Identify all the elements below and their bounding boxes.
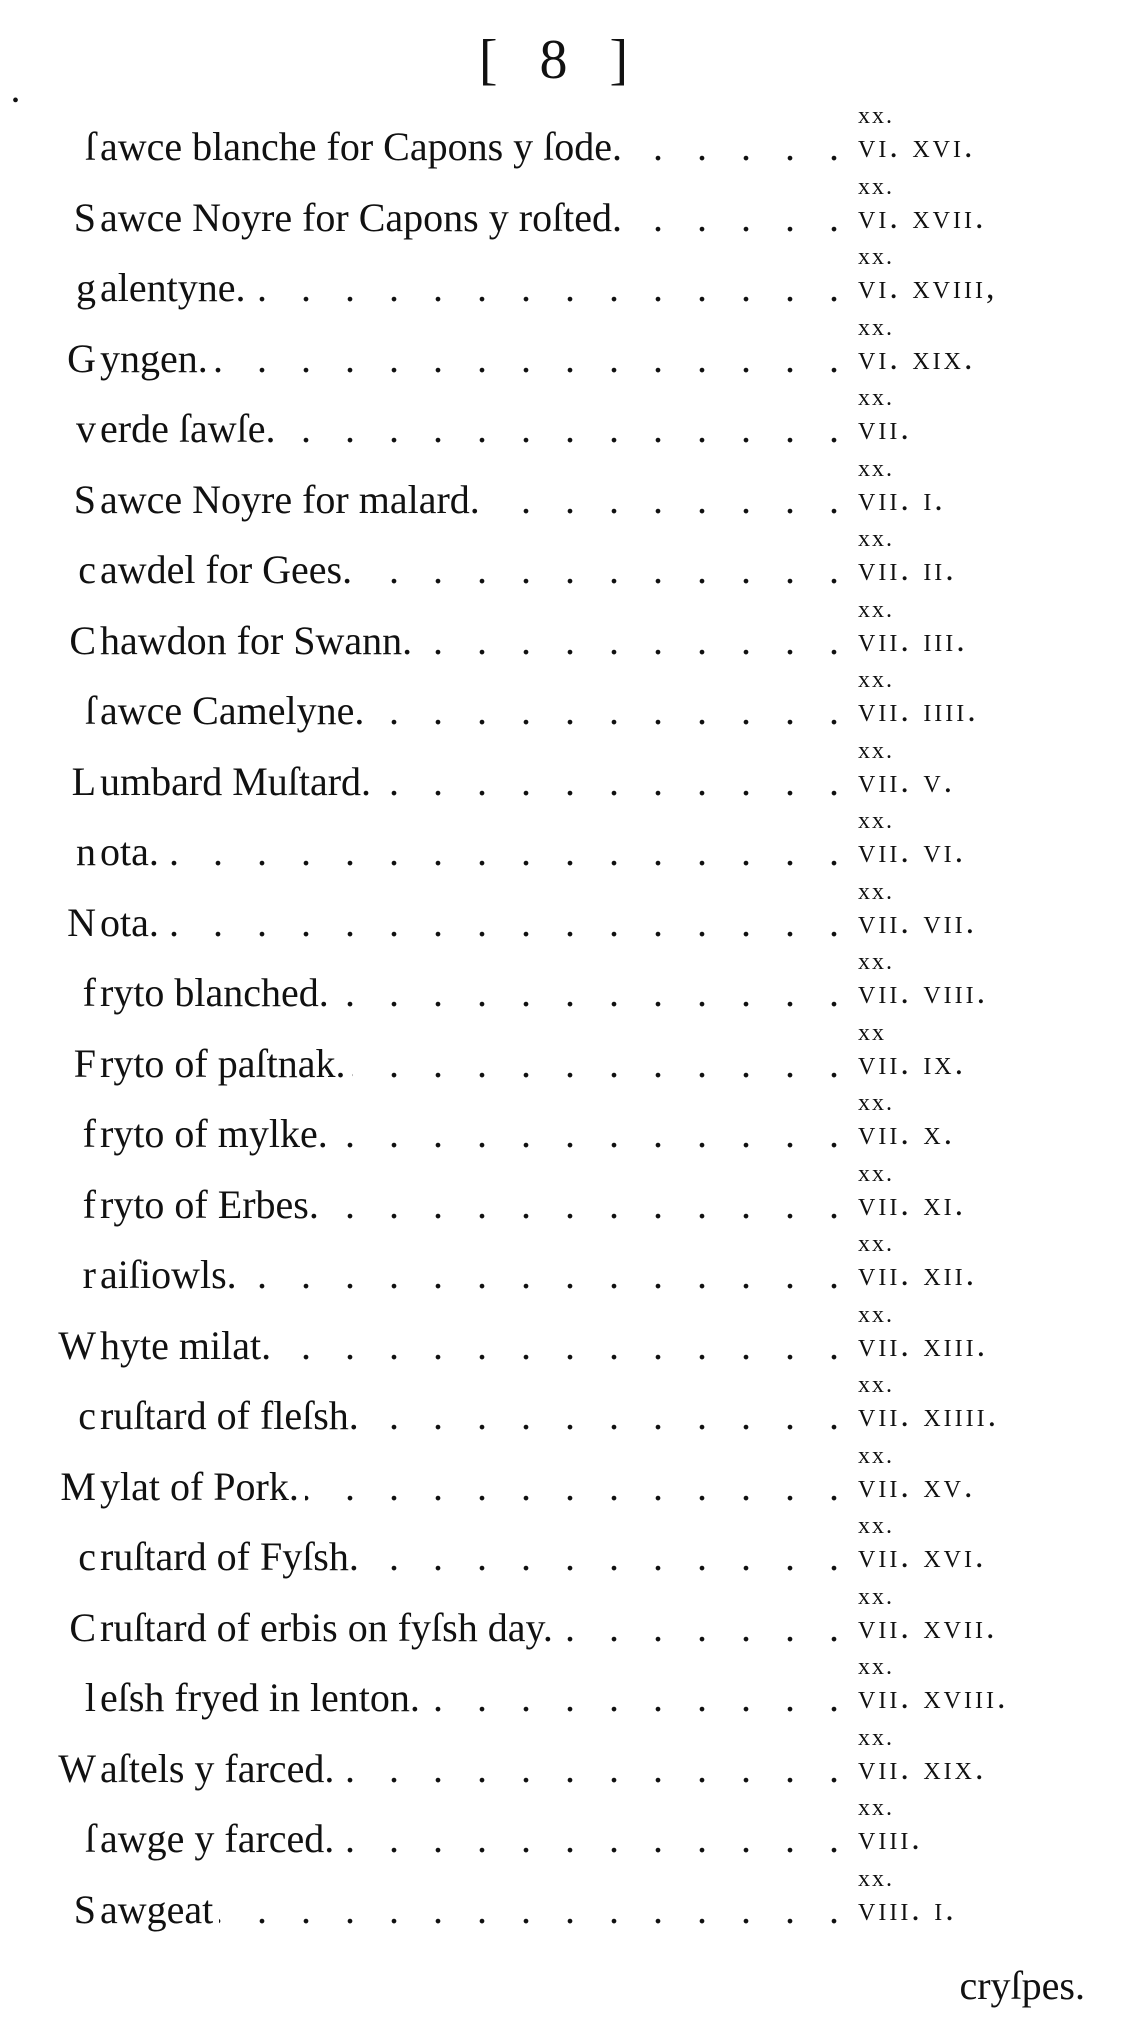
entry-folio-superscript: xx. (858, 1865, 894, 1892)
entry-initial: L (71, 758, 96, 804)
catchword: cryſpes. (959, 1963, 1085, 2008)
entry-title-text: awce Camelyne. (100, 688, 370, 733)
entry-folio-superscript: xx. (858, 596, 894, 623)
entry-folio-superscript: xx. (858, 314, 894, 341)
entry-folio-superscript: xx. (858, 1372, 894, 1398)
list-item (0, 1361, 1121, 1438)
entry-title-text: erde ſawſe. (100, 406, 281, 451)
entry-title-text: ylat of Pork. (100, 1464, 305, 1509)
list-item (0, 1502, 1121, 1579)
entry-initial: ſ (84, 124, 96, 169)
entry-folio: viii. (858, 1820, 923, 1857)
list-item (0, 445, 1121, 522)
entry-title-text: awdel for Gees. (100, 547, 358, 592)
entry-folio: vii. xiii. (858, 1326, 989, 1364)
entry-folio: vii. ii. (858, 551, 957, 588)
entry-folio-superscript: xx. (858, 244, 894, 270)
list-item (0, 1291, 1121, 1368)
page-number: [ 8 ] (478, 29, 643, 91)
entry-folio: vii. vi. (858, 833, 967, 870)
entry-folio-superscript: xx. (858, 385, 894, 411)
table-of-contents (0, 92, 1121, 1932)
entry-folio: vi. xix. (858, 339, 976, 377)
entry-initial: c (78, 1393, 96, 1438)
entry-initial: f (82, 1181, 96, 1227)
entry-title-text: ruſtard of fleſsh. (100, 1393, 365, 1438)
entry-title-text: aſtels y farced. (100, 1746, 340, 1791)
entry-title (100, 1887, 851, 1933)
entry-folio: viii. i. (858, 1890, 957, 1928)
entry-folio-superscript: xx. (858, 1160, 894, 1187)
entry-folio: vii. xvii. (858, 1608, 998, 1646)
ink-speck: • (12, 90, 20, 112)
entry-folio: vii. iiii. (858, 692, 979, 729)
entry-initial: N (67, 899, 96, 945)
list-item (0, 727, 1121, 804)
list-item (0, 233, 1121, 310)
entry-title-text: ryto of mylke. (100, 1111, 334, 1156)
entry-initial: F (73, 1040, 96, 1086)
entry-title-text: yngen. (100, 336, 214, 381)
list-item (0, 1009, 1121, 1086)
entry-folio-superscript: xx. (858, 1795, 894, 1821)
entry-initial: f (82, 1111, 96, 1156)
list-item (0, 92, 1121, 169)
entry-title-text: ruſtard of erbis on fyſsh day. (100, 1605, 559, 1650)
entry-initial: S (73, 194, 96, 240)
entry-initial: c (78, 547, 96, 592)
entry-initial: v (76, 406, 96, 451)
entry-folio-superscript: xx (858, 1019, 886, 1046)
entry-initial: ſ (84, 688, 96, 733)
entry-folio: vii. xix. (858, 1749, 987, 1787)
entry-folio-superscript: xx. (858, 1301, 894, 1328)
list-item (0, 797, 1121, 874)
entry-folio: vi. xvi. (858, 128, 976, 165)
entry-title-text: awce blanche for Capons y ſode. (100, 124, 628, 169)
entry-folio-superscript: xx. (858, 1442, 894, 1469)
entry-folio-superscript: xx. (858, 173, 894, 200)
entry-folio-superscript: xx. (858, 878, 894, 905)
entry-folio-superscript: xx. (858, 949, 894, 975)
entry-folio: vii. viii. (858, 974, 989, 1011)
entry-folio-superscript: xx. (858, 667, 894, 693)
list-item (0, 586, 1121, 663)
list-item (0, 1643, 1121, 1720)
entry-title-text: awce Noyre for malard. (100, 477, 486, 522)
entry-folio-superscript: xx. (858, 1654, 894, 1680)
entry-initial: M (60, 1463, 96, 1509)
entry-initial: C (69, 617, 96, 663)
entry-folio-superscript: xx. (858, 103, 894, 129)
entry-folio: vii. xii. (858, 1256, 978, 1293)
entry-folio-superscript: xx. (858, 1724, 894, 1751)
list-item (0, 1220, 1121, 1297)
list-item (0, 1432, 1121, 1509)
entry-initial: l (84, 1675, 96, 1720)
entry-folio-superscript: xx. (858, 1090, 894, 1116)
list-item (0, 1079, 1121, 1156)
entry-initial: g (76, 265, 96, 310)
entry-folio: vii. xi. (858, 1185, 967, 1223)
entry-folio-superscript: xx. (858, 455, 894, 482)
entry-title-text: ota. (100, 900, 165, 945)
entry-folio-superscript: xx. (858, 1583, 894, 1610)
entry-folio-superscript: xx. (858, 1513, 894, 1539)
entry-initial: ſ (84, 1816, 96, 1861)
entry-title-text: aiſiowls. (100, 1252, 243, 1297)
entry-title-text: ota. (100, 829, 165, 874)
entry-title-text: umbard Muſtard. (100, 759, 377, 804)
entry-folio: vii. (858, 410, 912, 447)
entry-title-text: hawdon for Swann. (100, 618, 418, 663)
entry-title-text: awge y farced. (100, 1816, 340, 1861)
list-item (0, 163, 1121, 240)
entry-title-text: awce Noyre for Capons y roſted. (100, 195, 628, 240)
entry-title-text: eſsh fryed in lenton. (100, 1675, 426, 1720)
entry-title-text: alentyne. (100, 265, 252, 310)
list-item (0, 374, 1121, 451)
list-item (0, 1855, 1121, 1932)
entry-folio: vii. xvi. (858, 1538, 987, 1575)
entry-initial: G (67, 335, 96, 381)
entry-title-text: ryto of paſtnak. (100, 1041, 352, 1086)
entry-folio: vi. xviii, (858, 269, 998, 306)
list-item (0, 515, 1121, 592)
list-item (0, 1714, 1121, 1791)
entry-folio-superscript: xx. (858, 737, 894, 764)
entry-initial: f (82, 970, 96, 1015)
list-item (0, 656, 1121, 733)
list-item (0, 868, 1121, 945)
entry-folio-superscript: xx. (858, 808, 894, 834)
entry-folio: vii. xviii. (858, 1679, 1009, 1716)
entry-folio: vii. vii. (858, 903, 978, 941)
list-item (0, 1573, 1121, 1650)
entry-folio: vii. i. (858, 480, 946, 518)
entry-folio: vii. v. (858, 762, 956, 800)
entry-initial: C (69, 1604, 96, 1650)
entry-folio-superscript: xx. (858, 1231, 894, 1257)
entry-initial: r (82, 1252, 96, 1297)
list-item (0, 1784, 1121, 1861)
entry-folio: vii. xiiii. (858, 1397, 1000, 1434)
entry-folio: vii. x. (858, 1115, 956, 1152)
entry-folio: vii. iii. (858, 621, 968, 659)
entry-title-text: ruſtard of Fyſsh. (100, 1534, 365, 1579)
entry-folio: vii. xv. (858, 1467, 976, 1505)
list-item (0, 938, 1121, 1015)
entry-folio: vi. xvii. (858, 198, 987, 236)
entry-initial: S (73, 476, 96, 522)
entry-initial: S (73, 1886, 96, 1932)
entry-initial: W (58, 1322, 96, 1368)
entry-folio: vii. ix. (858, 1044, 967, 1082)
entry-title-text: hyte milat. (100, 1323, 277, 1368)
list-item (0, 1150, 1121, 1227)
entry-title-text: awgeat (100, 1887, 219, 1932)
list-item (0, 304, 1121, 381)
entry-title-text: ryto of Erbes. (100, 1182, 325, 1227)
entry-initial: c (78, 1534, 96, 1579)
entry-initial: W (58, 1745, 96, 1791)
entry-initial: n (76, 829, 96, 874)
entry-folio-superscript: xx. (858, 526, 894, 552)
entry-title-text: ryto blanched. (100, 970, 335, 1015)
